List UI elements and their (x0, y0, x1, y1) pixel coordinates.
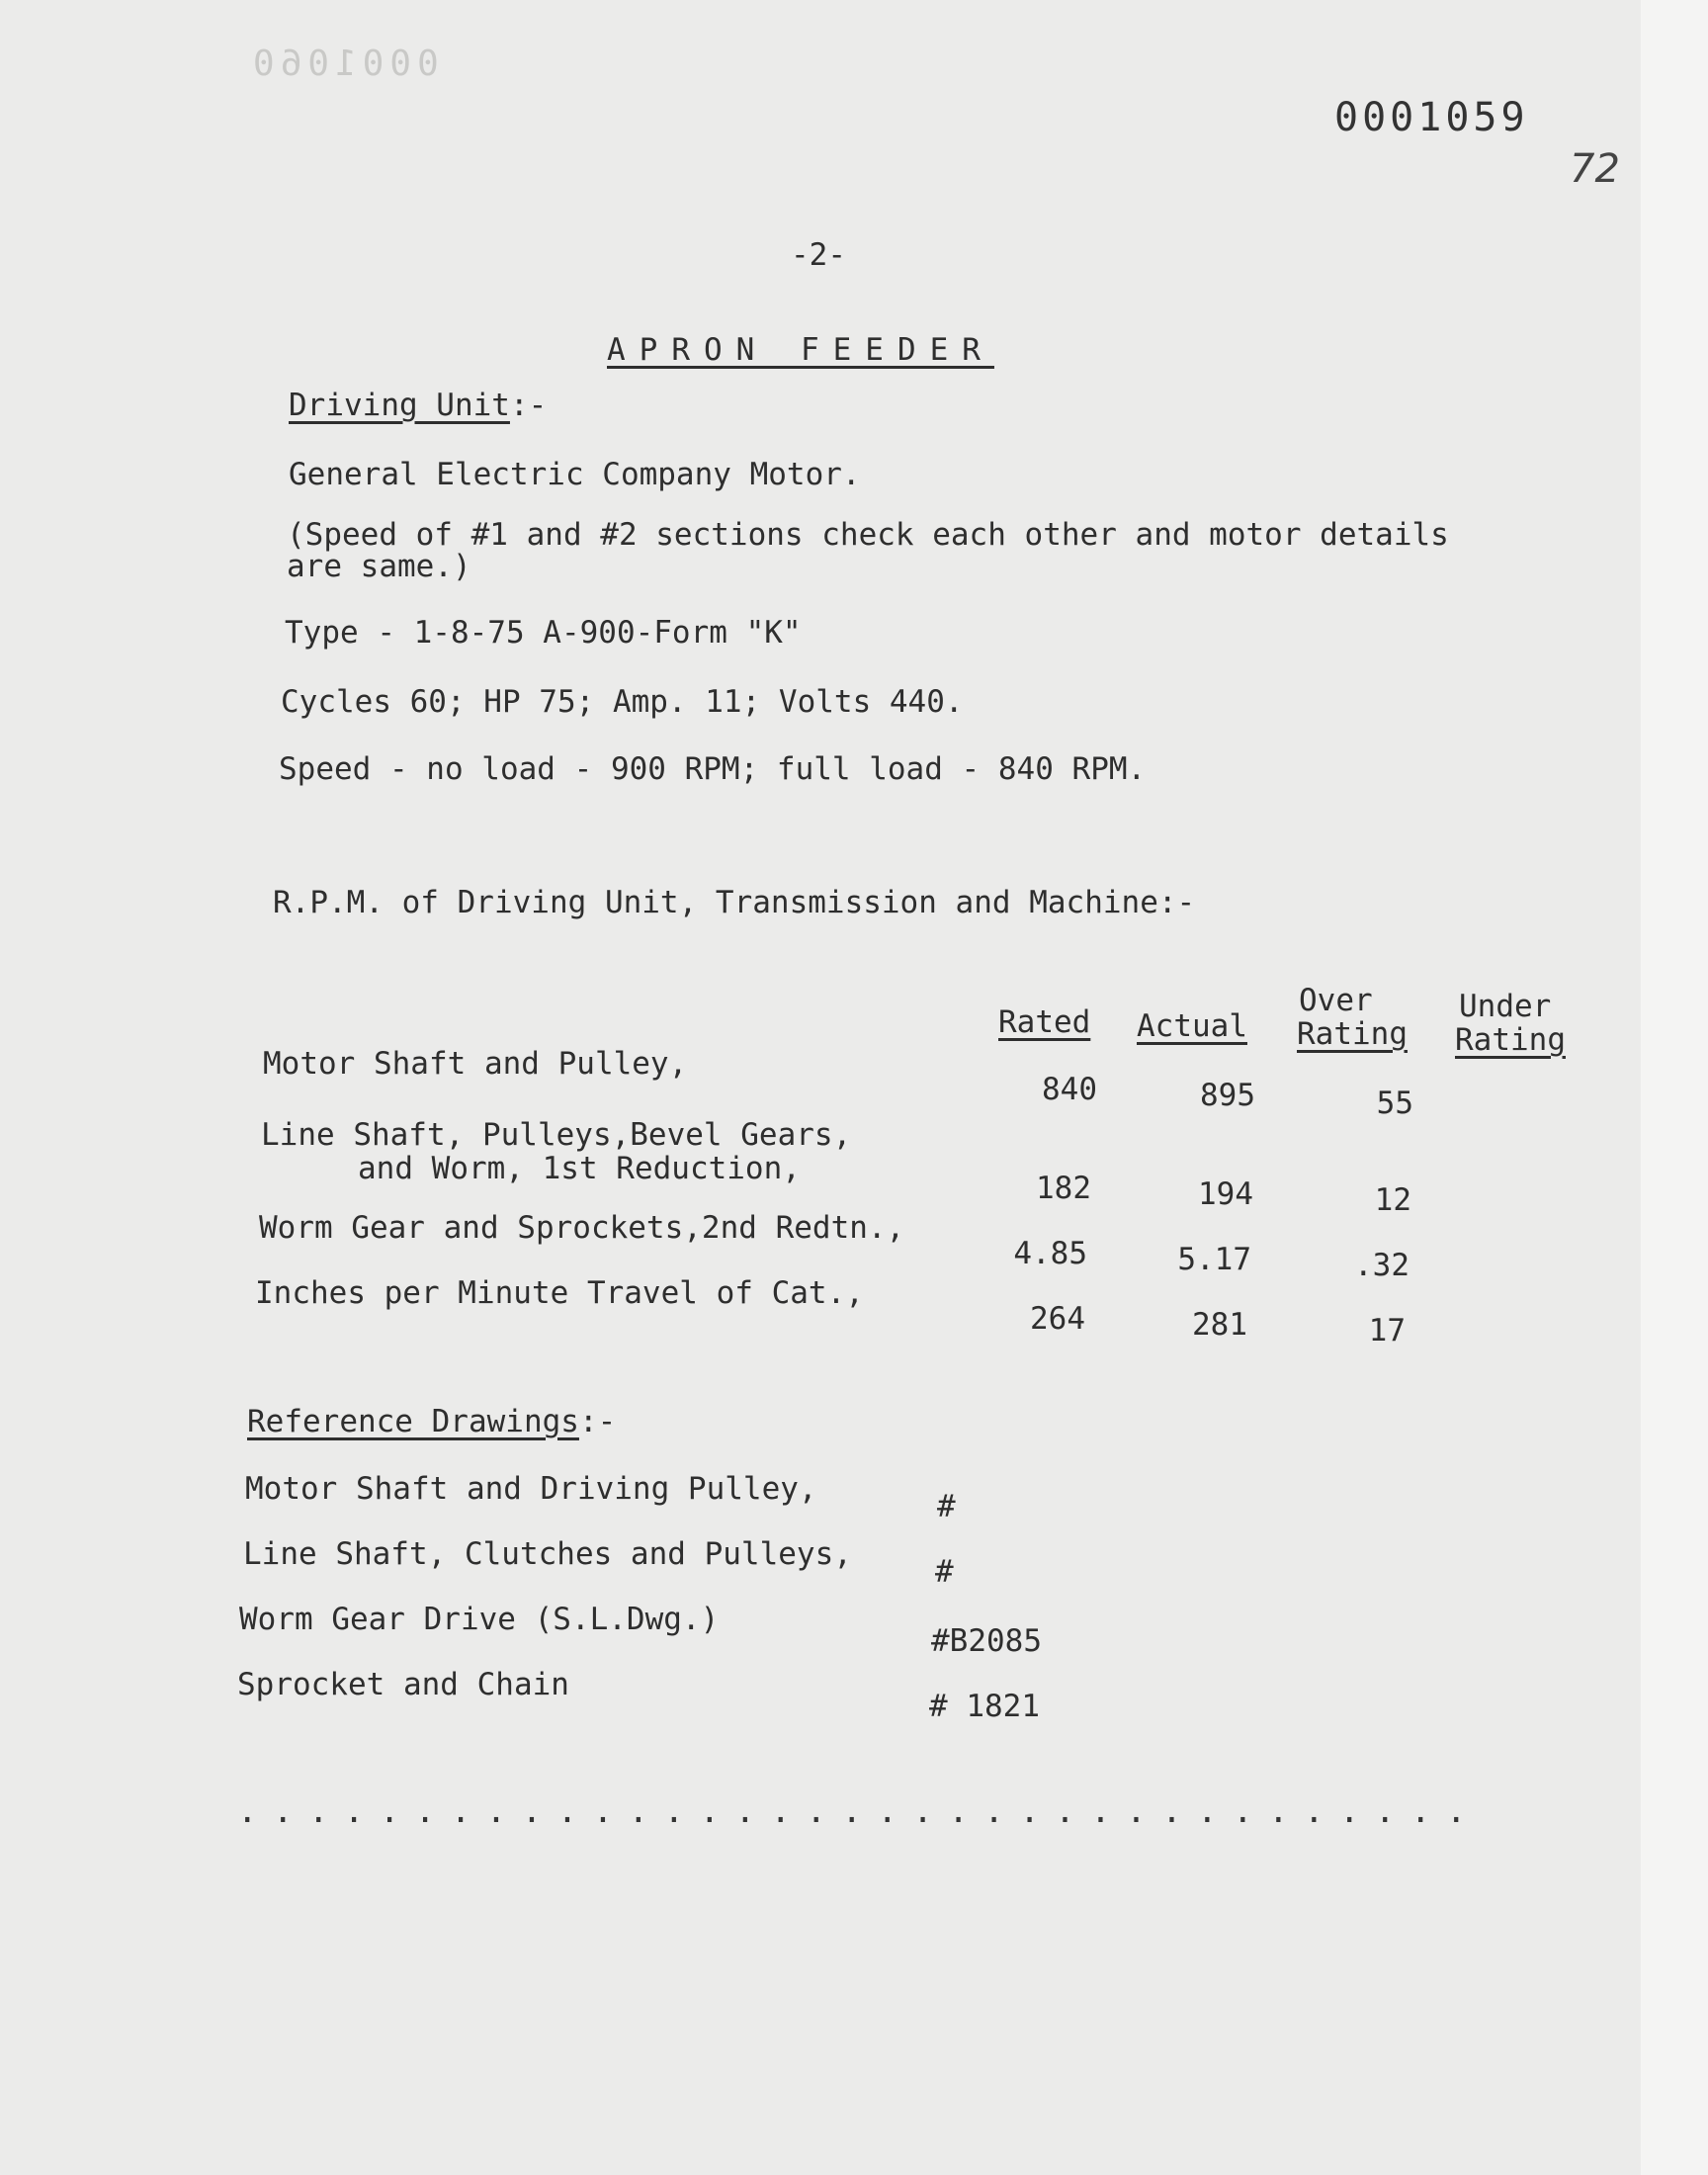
column-over-bottom: Rating (1297, 1016, 1408, 1052)
table-cell-actual: 5.17 (1177, 1242, 1251, 1277)
table-row-label-continued: and Worm, 1st Reduction, (358, 1151, 801, 1186)
reference-item-ref: #B2085 (931, 1623, 1042, 1659)
table-row-label: Motor Shaft and Pulley, (263, 1046, 688, 1082)
document-number: 0001059 (1334, 95, 1529, 140)
reference-item-label: Line Shaft, Clutches and Pulleys, (243, 1536, 852, 1572)
driving-unit-heading-suffix: :- (509, 388, 548, 423)
document-title: APRON FEEDER (607, 332, 994, 368)
column-over-top: Over (1299, 983, 1373, 1018)
table-cell-rated: 264 (1030, 1301, 1085, 1337)
table-row-label: Worm Gear and Sprockets,2nd Redtn., (259, 1210, 905, 1246)
handwritten-page-number: 72 (1570, 146, 1620, 192)
table-cell-over: .32 (1354, 1248, 1409, 1283)
table-cell-over: 55 (1376, 1086, 1413, 1121)
reference-item-ref: # 1821 (929, 1689, 1040, 1724)
motor-ratings-line: Cycles 60; HP 75; Amp. 11; Volts 440. (281, 684, 964, 720)
page-edge (1641, 0, 1708, 2175)
table-cell-rated: 4.85 (1013, 1236, 1087, 1271)
table-cell-actual: 895 (1200, 1078, 1255, 1113)
page-number: -2- (791, 237, 846, 273)
speed-note-line-1: (Speed of #1 and #2 sections check each other and motor details (287, 517, 1449, 553)
dotted-separator: ................................... (237, 1791, 1482, 1831)
column-rated: Rated (998, 1004, 1091, 1040)
table-row-label: Inches per Minute Travel of Cat., (255, 1275, 864, 1311)
table-cell-actual: 194 (1198, 1176, 1253, 1212)
table-cell-over: 12 (1374, 1182, 1411, 1218)
reference-item-label: Motor Shaft and Driving Pulley, (245, 1471, 817, 1507)
driving-unit-heading-text: Driving Unit (289, 388, 510, 423)
motor-type-line: Type - 1-8-75 A-900-Form "K" (285, 615, 802, 651)
reference-heading-suffix: :- (578, 1404, 617, 1439)
table-cell-rated: 840 (1042, 1072, 1097, 1107)
motor-speed-line: Speed - no load - 900 RPM; full load - 840 RPM. (279, 751, 1147, 787)
reference-item-ref: # (937, 1489, 956, 1524)
reference-item-ref: # (935, 1554, 954, 1590)
rpm-heading: R.P.M. of Driving Unit, Transmission and Machine:- (273, 885, 1196, 920)
table-row-label: Line Shaft, Pulleys,Bevel Gears, (261, 1117, 852, 1153)
reference-item-label: Sprocket and Chain (237, 1667, 569, 1702)
table-cell-actual: 281 (1192, 1307, 1247, 1343)
motor-maker-line: General Electric Company Motor. (289, 457, 861, 492)
reference-heading-text: Reference Drawings (247, 1404, 579, 1439)
faint-mirrored-stamp: 0001060 (247, 44, 439, 84)
table-cell-rated: 182 (1036, 1171, 1091, 1206)
column-under-bottom: Rating (1455, 1022, 1566, 1058)
speed-note-line-2: are same.) (287, 549, 471, 584)
table-cell-over: 17 (1368, 1313, 1406, 1348)
column-under-top: Under (1459, 989, 1552, 1024)
reference-item-label: Worm Gear Drive (S.L.Dwg.) (239, 1602, 720, 1637)
driving-unit-heading (289, 388, 547, 423)
reference-heading (247, 1404, 616, 1439)
column-actual: Actual (1137, 1008, 1247, 1044)
